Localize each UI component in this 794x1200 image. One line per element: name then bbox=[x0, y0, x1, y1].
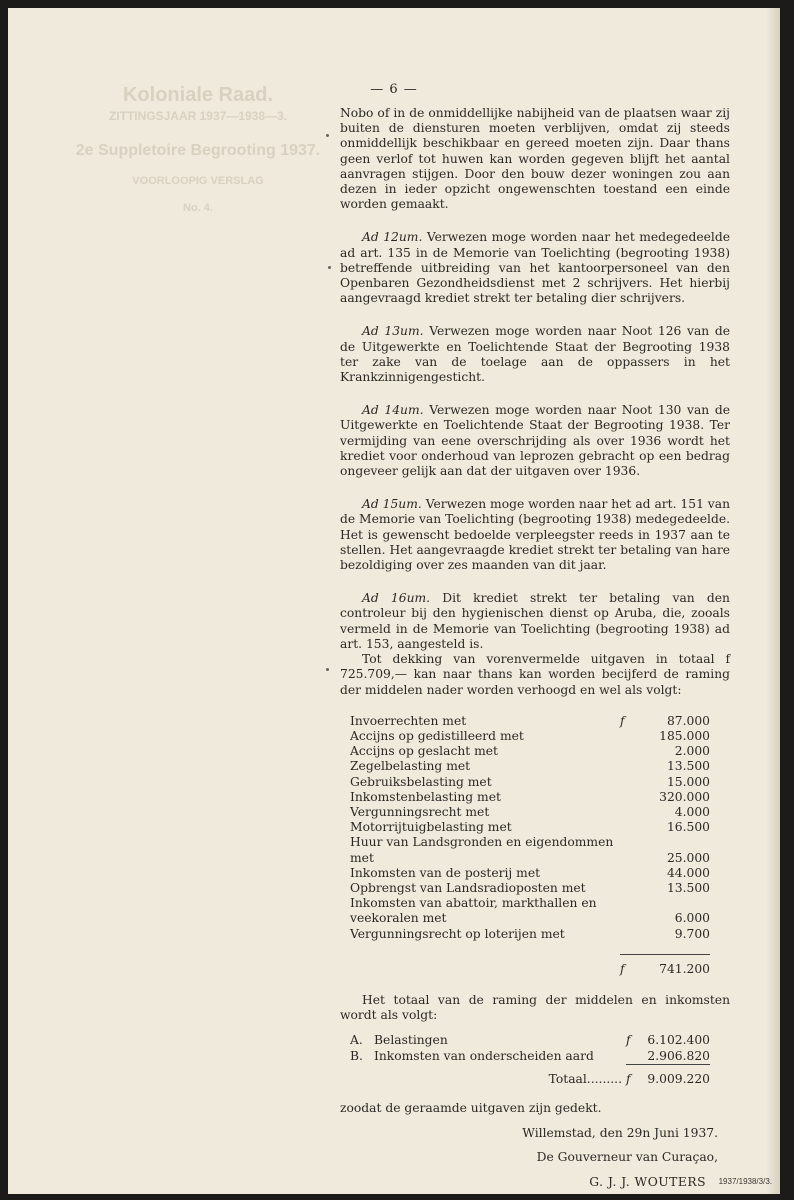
revenue-label: Inkomsten van de posterij met bbox=[350, 865, 541, 880]
grand-total-amount: 9.009.220 bbox=[647, 1071, 710, 1086]
revenue-label: Accijns op gedistilleerd met bbox=[350, 728, 524, 743]
revenue-row bbox=[350, 759, 710, 774]
currency-symbol bbox=[620, 835, 640, 865]
revenue-label: Inkomstenbelasting met bbox=[350, 789, 501, 804]
revenue-amount: 25.000 bbox=[666, 850, 710, 865]
ad-label: Ad 12um. bbox=[362, 230, 423, 245]
revenue-row bbox=[350, 805, 710, 820]
revenue-row bbox=[350, 881, 710, 896]
revenue-row bbox=[350, 790, 710, 805]
ghost-line-5: No. 4. bbox=[183, 201, 213, 214]
revenue-label: Zegelbelasting met bbox=[350, 759, 471, 774]
revenue-row bbox=[350, 775, 710, 790]
footer-code: 1937/1938/3/3. bbox=[718, 1177, 772, 1186]
paragraph-ad-16 bbox=[340, 591, 730, 652]
speck bbox=[326, 134, 329, 137]
currency-symbol bbox=[620, 866, 640, 881]
revenue-amount: 6.000 bbox=[674, 911, 710, 926]
currency-symbol bbox=[620, 820, 640, 835]
currency-symbol: f bbox=[626, 1071, 631, 1086]
closing-line: zoodat de geraamde uitgaven zijn gedekt. bbox=[340, 1100, 602, 1115]
place-date: Willemstad, den 29n Juni 1937. bbox=[522, 1126, 718, 1141]
currency-symbol: f bbox=[626, 1033, 631, 1048]
revenue-amount: 16.500 bbox=[666, 820, 710, 835]
revenue-label: Huur van Landsgronden en eigendommen met bbox=[350, 835, 614, 865]
revenue-table bbox=[350, 714, 710, 942]
paragraph-text: Verwezen moge worden naar Noot 130 van de Uitgewerkte en Toelichtende Staat der Begrooting 1938. Ter vermijding van eene overschrijding als over 1936 wordt het krediet voor onderhoud van leprozen gebracht op een bedrag ongeveer gelijk aan dat der uitgaven over 1936. bbox=[340, 403, 730, 479]
revenue-row bbox=[350, 729, 710, 744]
revenue-amount: 87.000 bbox=[666, 713, 710, 728]
paragraph-text: Verwezen moge worden naar het ad art. 151 van de Memorie van Toelichting (begrooting 1938) medegedeelde. Het is gewenscht bedoelde verpleegster reeds in 1937 aan te stellen. Het aangevraagde krediet strekt ter betaling van hare bezoldiging over zes maanden van dit jaar. bbox=[340, 497, 731, 573]
ad-label: Ad 15um. bbox=[362, 497, 422, 512]
paragraph-dekking: Tot dekking van vorenvermelde uitgaven in totaal f 725.709,— kan naar thans kan worden becijferd de raming der middelen nader worden verhoogd en wel als volgt: bbox=[340, 652, 730, 697]
ad-label: Ad 13um. bbox=[362, 324, 424, 339]
currency-symbol bbox=[620, 927, 640, 942]
revenue-amount: 4.000 bbox=[674, 804, 710, 819]
revenue-label: Inkomsten van abattoir, markthallen en veekoralen met bbox=[350, 896, 597, 926]
ghost-line-3: 2e Suppletoire Begrooting 1937. bbox=[75, 142, 321, 160]
bleed-through-heading bbox=[68, 83, 328, 215]
currency-symbol bbox=[620, 744, 640, 759]
revenue-total-amount: 741.200 bbox=[659, 961, 710, 976]
revenue-label: Opbrengst van Landsradioposten met bbox=[350, 880, 586, 895]
currency-symbol bbox=[626, 1049, 644, 1065]
currency-symbol: f bbox=[620, 961, 625, 976]
revenue-label: Vergunningsrecht met bbox=[350, 804, 490, 819]
paragraph-text: Verwezen moge worden naar het medegedeelde ad art. 135 in de Memorie van Toelichting (begrooting 1938) betreffende uitbreiding van het kantoorpersoneel van den Openbaren Gezondheidsdienst met 2 schrijvers. Het hierbij aangevraagd krediet strekt ter betaling dier schrijvers. bbox=[340, 230, 730, 306]
grand-total-label: Totaal......... bbox=[548, 1071, 622, 1086]
revenue-label: Accijns op geslacht met bbox=[350, 744, 498, 759]
currency-symbol: f bbox=[620, 713, 625, 728]
page-edge-shadow bbox=[766, 8, 780, 1194]
currency-symbol bbox=[620, 896, 640, 926]
paragraph-ad-12 bbox=[340, 230, 730, 306]
totals-label: Inkomsten van onderscheiden aard bbox=[374, 1048, 594, 1063]
totals-table bbox=[350, 1033, 710, 1087]
revenue-amount: 185.000 bbox=[659, 728, 710, 743]
ad-label: Ad 14um. bbox=[362, 403, 424, 418]
currency-symbol bbox=[620, 775, 640, 790]
revenue-label: Vergunningsrecht op loterijen met bbox=[350, 926, 565, 941]
revenue-amount: 44.000 bbox=[666, 865, 710, 880]
revenue-amount: 15.000 bbox=[666, 774, 710, 789]
speck bbox=[328, 266, 331, 269]
totals-key: B. bbox=[350, 1048, 363, 1063]
ghost-line-4: VOORLOOPIG VERSLAG bbox=[132, 174, 264, 187]
totals-row bbox=[350, 1033, 710, 1048]
paragraph-ad-15 bbox=[340, 497, 730, 573]
ghost-line-2: ZITTINGSJAAR 1937—1938—3. bbox=[108, 109, 288, 123]
revenue-row bbox=[350, 896, 710, 926]
revenue-amount: 9.700 bbox=[674, 926, 710, 941]
totals-amount: 2.906.820 bbox=[647, 1048, 710, 1063]
revenue-label: Invoerrechten met bbox=[350, 713, 467, 728]
currency-symbol bbox=[620, 759, 640, 774]
revenue-row bbox=[350, 835, 710, 865]
paragraph-totaal: Het totaal van de raming der middelen en inkomsten wordt als volgt: bbox=[340, 992, 730, 1023]
revenue-label: Gebruiksbelasting met bbox=[350, 774, 492, 789]
paragraph-ad-13 bbox=[340, 324, 730, 385]
paragraph-ad-14 bbox=[340, 403, 730, 479]
speck bbox=[326, 668, 329, 671]
revenue-row bbox=[350, 866, 710, 881]
page-number: — 6 — bbox=[370, 82, 418, 97]
revenue-row bbox=[350, 820, 710, 835]
currency-symbol bbox=[620, 790, 640, 805]
revenue-amount: 2.000 bbox=[674, 744, 710, 759]
revenue-amount: 13.500 bbox=[666, 759, 710, 774]
ghost-line-1: Koloniale Raad. bbox=[122, 84, 274, 106]
totals-amount: 6.102.400 bbox=[647, 1033, 710, 1048]
paragraph-1: Nobo of in de onmiddellijke nabijheid van de plaatsen waar zij buiten de diensturen moeten verblijven, omdat zij steeds onmiddellijk beschikbaar en gereed moeten zijn. Daar thans geen verlof tot huwen kan worden gegeven blijft het aantal aanvragen stijgen. Door den bouw dezer woningen zou aan dezen in ieder opzicht ongewenschten toestand een einde worden gemaakt. bbox=[340, 106, 730, 212]
revenue-row bbox=[350, 927, 710, 942]
revenue-total bbox=[350, 954, 710, 977]
signature-block bbox=[340, 1126, 730, 1190]
currency-symbol bbox=[620, 729, 640, 744]
paragraph-text: Verwezen moge worden naar Noot 126 van de de Uitgewerkte en Toelichtende Staat der Begrooting 1938 ter zake van de toelage aan de oppassers in het Krankzinnigengesticht. bbox=[340, 324, 730, 385]
signatory-title: De Gouverneur van Curaçao, bbox=[536, 1150, 718, 1165]
revenue-amount: 13.500 bbox=[666, 880, 710, 895]
revenue-amount: 320.000 bbox=[659, 789, 710, 804]
document-page bbox=[8, 8, 780, 1194]
totals-key: A. bbox=[350, 1033, 363, 1048]
totals-label: Belastingen bbox=[374, 1033, 448, 1048]
revenue-row bbox=[350, 744, 710, 759]
ad-label: Ad 16um. bbox=[362, 591, 431, 606]
currency-symbol bbox=[620, 805, 640, 820]
revenue-row bbox=[350, 714, 710, 729]
document-body bbox=[340, 106, 730, 1199]
paragraph-text: Dit krediet strekt ter betaling van den controleur bij den hygienischen dienst op Aruba, die, zooals vermeld in de Memorie van Toelichting (begrooting 1938) ad art. 153, aangesteld is. bbox=[340, 591, 730, 651]
revenue-label: Motorrijtuigbelasting met bbox=[350, 820, 512, 835]
currency-symbol bbox=[620, 881, 640, 896]
totals-row bbox=[350, 1049, 710, 1065]
signatory-name: G. J. J. WOUTERS bbox=[589, 1174, 706, 1189]
